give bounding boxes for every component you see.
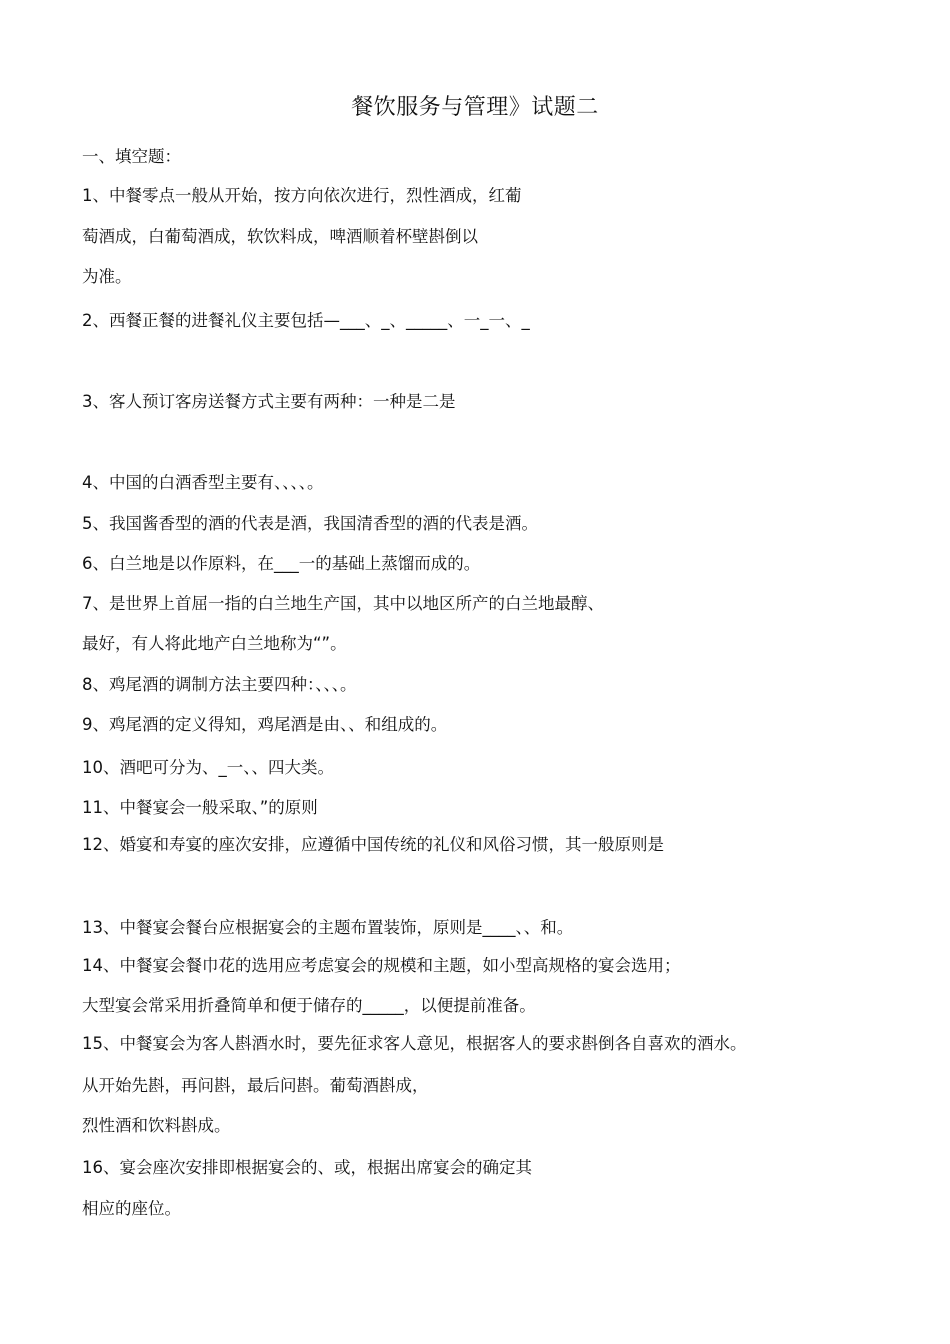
question-line: 3、客人预订客房送餐方式主要有两种：一种是二是 [82, 392, 456, 411]
question-line: 最好，有人将此地产白兰地称为“”。 [82, 634, 347, 653]
question-line: 7、是世界上首屈一指的白兰地生产国，其中以地区所产的白兰地最醇、 [82, 594, 604, 613]
question-line: 1、中餐零点一般从开始，按方向依次进行，烈性酒成，红葡 [82, 186, 522, 205]
question-line: 大型宴会常采用折叠简单和便于储存的_____，以便提前准备。 [82, 996, 536, 1015]
question-line: 6、白兰地是以作原料，在___一的基础上蒸馏而成的。 [82, 554, 481, 573]
question-line: 16、宴会座次安排即根据宴会的、或，根据出席宴会的确定其 [82, 1158, 532, 1177]
question-line: 10、酒吧可分为、_一、、四大类。 [82, 758, 334, 777]
question-line: 萄酒成，白葡萄酒成，软饮料成，啤酒顺着杯壁斟倒以 [82, 227, 478, 246]
question-line: 9、鸡尾酒的定义得知，鸡尾酒是由、、和组成的。 [82, 715, 448, 734]
question-line: 14、中餐宴会餐巾花的选用应考虑宴会的规模和主题，如小型高规格的宴会选用； [82, 956, 681, 975]
question-line: 5、我国酱香型的酒的代表是酒，我国清香型的酒的代表是酒。 [82, 514, 538, 533]
question-line: 2、西餐正餐的进餐礼仪主要包括—___、_、_____、一_一、_ [82, 311, 530, 330]
question-line: 8、鸡尾酒的调制方法主要四种：、、、。 [82, 675, 357, 694]
question-line: 从开始先斟，再问斟，最后问斟。葡萄酒斟成， [82, 1076, 429, 1095]
question-line: 相应的座位。 [82, 1199, 181, 1218]
question-line: 为准。 [82, 267, 132, 286]
question-line: 4、中国的白酒香型主要有、、、、。 [82, 473, 324, 492]
question-line: 13、中餐宴会餐台应根据宴会的主题布置装饰，原则是____、、和。 [82, 918, 574, 937]
question-line: 11、中餐宴会一般采取、”的原则 [82, 798, 318, 817]
section-heading: 一、填空题： [82, 147, 181, 166]
question-line: 12、婚宴和寿宴的座次安排，应遵循中国传统的礼仪和风俗习惯，其一般原则是 [82, 835, 664, 854]
question-line: 烈性酒和饮料斟成。 [82, 1116, 231, 1135]
document-title: 餐饮服务与管理》试题二 [351, 95, 599, 120]
question-line: 15、中餐宴会为客人斟酒水时，要先征求客人意见，根据客人的要求斟倒各自喜欢的酒水。 [82, 1034, 747, 1053]
